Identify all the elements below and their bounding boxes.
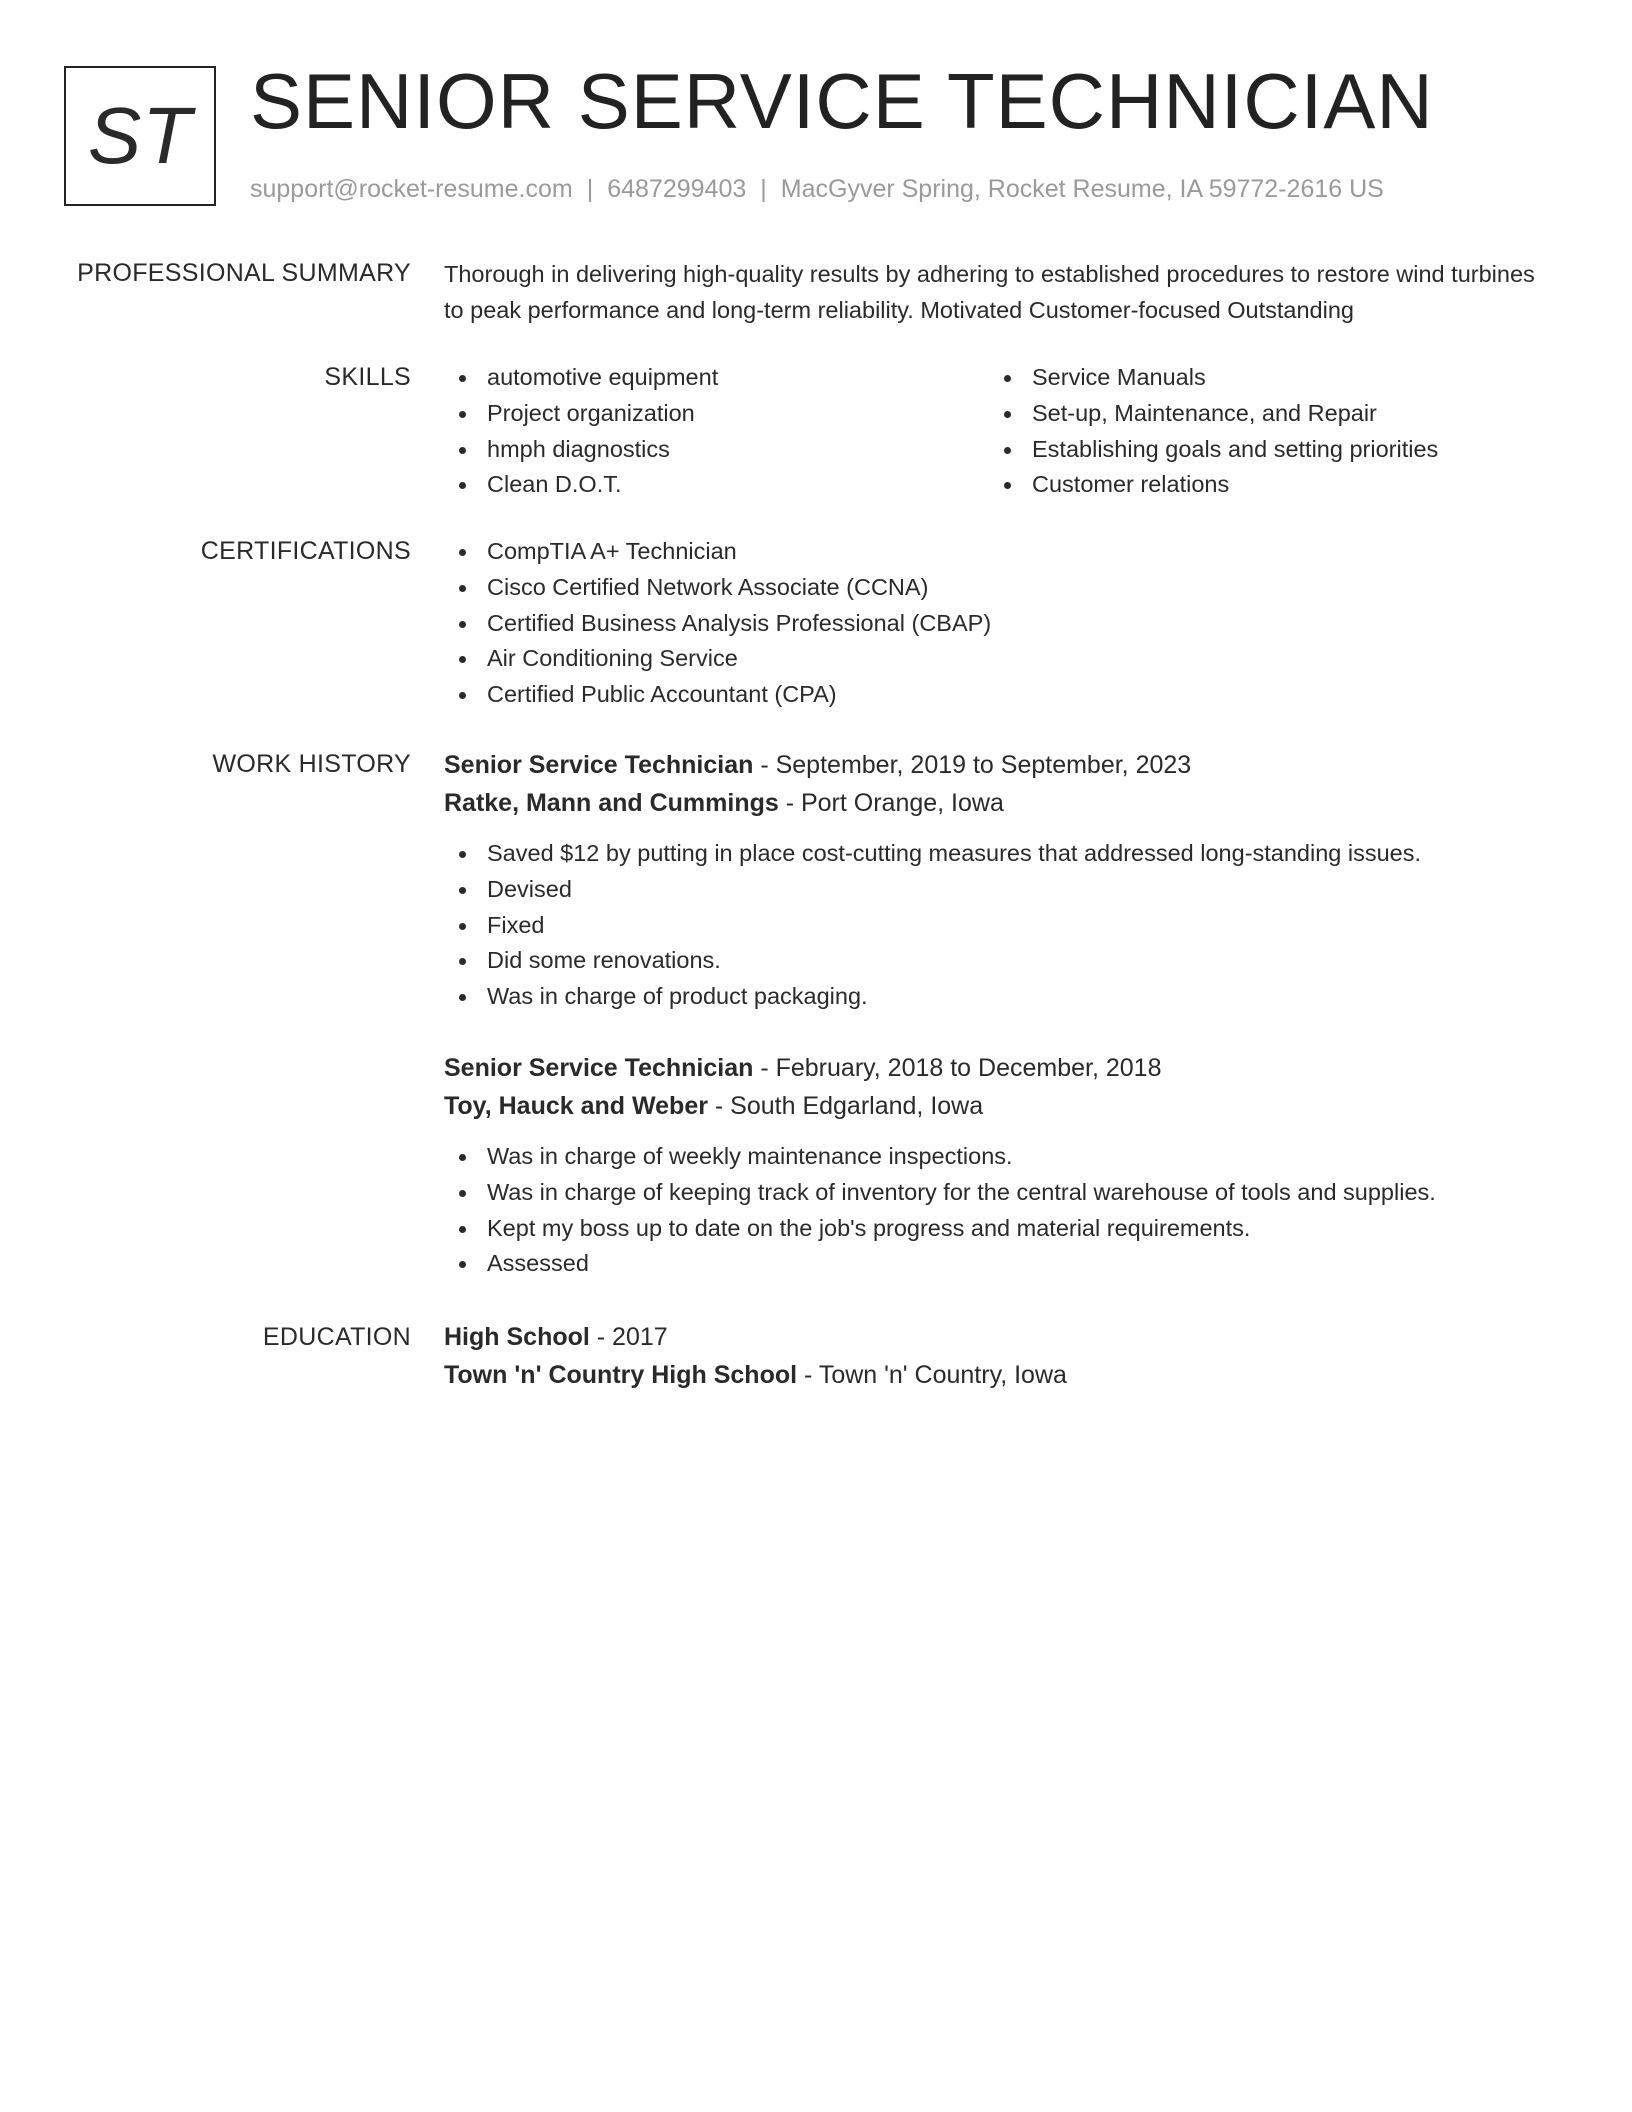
education-school: Town 'n' Country High School bbox=[444, 1361, 798, 1389]
section-label-education: EDUCATION bbox=[262, 1323, 411, 1351]
contact-line bbox=[250, 172, 1384, 206]
list-item: hmph diagnostics bbox=[444, 432, 989, 468]
job-title-line bbox=[444, 746, 1554, 784]
contact-separator: | bbox=[760, 175, 767, 203]
list-item: Assessed bbox=[444, 1246, 1554, 1282]
job-title: Senior Service Technician bbox=[444, 1054, 754, 1082]
section-label-certifications: CERTIFICATIONS bbox=[200, 537, 411, 565]
list-item: Certified Public Accountant (CPA) bbox=[444, 677, 1554, 713]
section-label-summary: PROFESSIONAL SUMMARY bbox=[77, 259, 411, 287]
job-duties-list bbox=[444, 836, 1554, 1015]
list-item: Certified Business Analysis Professional (CBAP) bbox=[444, 606, 1554, 642]
job-location: - Port Orange, Iowa bbox=[778, 789, 1004, 817]
list-item: Clean D.O.T. bbox=[444, 467, 989, 503]
list-item: Air Conditioning Service bbox=[444, 641, 1554, 677]
list-item: Service Manuals bbox=[989, 360, 1534, 396]
job-location: - South Edgarland, Iowa bbox=[707, 1092, 984, 1120]
education-location: - Town 'n' Country, Iowa bbox=[797, 1361, 1067, 1389]
contact-address: MacGyver Spring, Rocket Resume, IA 59772-2616 US bbox=[780, 175, 1384, 203]
section-label-work-history: WORK HISTORY bbox=[212, 750, 411, 778]
education-degree-line bbox=[444, 1318, 1554, 1356]
job-company: Toy, Hauck and Weber bbox=[444, 1092, 708, 1120]
certifications-list bbox=[444, 534, 1554, 713]
contact-email[interactable]: support@rocket-resume.com bbox=[250, 175, 573, 203]
summary-section bbox=[444, 256, 1554, 328]
list-item: CompTIA A+ Technician bbox=[444, 534, 1554, 570]
job-company-line bbox=[444, 1087, 1554, 1125]
job-title-line bbox=[444, 1049, 1554, 1087]
contact-phone[interactable]: 6487299403 bbox=[607, 175, 747, 203]
list-item: Fixed bbox=[444, 908, 1554, 944]
list-item: Kept my boss up to date on the job's progress and material requirements. bbox=[444, 1211, 1554, 1247]
list-item: Was in charge of weekly maintenance inspections. bbox=[444, 1139, 1554, 1175]
contact-separator: | bbox=[586, 175, 594, 203]
certifications-section bbox=[444, 534, 1554, 713]
skills-list-right bbox=[989, 360, 1534, 503]
monogram-initials: ST bbox=[87, 91, 193, 180]
list-item: Establishing goals and setting priorities bbox=[989, 432, 1534, 468]
job-entry bbox=[444, 1049, 1554, 1282]
page-title: SENIOR SERVICE TECHNICIAN bbox=[250, 57, 1434, 145]
list-item: Did some renovations. bbox=[444, 943, 1554, 979]
job-entry bbox=[444, 746, 1554, 1015]
job-duties-list bbox=[444, 1139, 1554, 1282]
list-item: automotive equipment bbox=[444, 360, 989, 396]
summary-text: Thorough in delivering high-quality results by adhering to established procedures to restore wind turbines to peak performance and long-term reliability. Motivated Customer-focused Outstanding bbox=[444, 261, 1535, 323]
skills-section bbox=[444, 360, 1554, 503]
job-dates: - September, 2019 to September, 2023 bbox=[753, 751, 1192, 779]
job-dates: - February, 2018 to December, 2018 bbox=[753, 1054, 1162, 1082]
list-item: Cisco Certified Network Associate (CCNA) bbox=[444, 570, 1554, 606]
monogram-box bbox=[64, 66, 216, 206]
list-item: Was in charge of product packaging. bbox=[444, 979, 1554, 1015]
section-label-skills: SKILLS bbox=[324, 363, 411, 391]
list-item: Devised bbox=[444, 872, 1554, 908]
job-company: Ratke, Mann and Cummings bbox=[444, 789, 779, 817]
education-year: - 2017 bbox=[589, 1323, 668, 1351]
job-company-line bbox=[444, 784, 1554, 822]
education-school-line bbox=[444, 1356, 1554, 1394]
list-item: Set-up, Maintenance, and Repair bbox=[989, 396, 1534, 432]
education-section bbox=[444, 1318, 1554, 1394]
education-degree: High School bbox=[444, 1323, 590, 1351]
job-title: Senior Service Technician bbox=[444, 751, 754, 779]
list-item: Saved $12 by putting in place cost-cutting measures that addressed long-standing issues. bbox=[444, 836, 1554, 872]
list-item: Customer relations bbox=[989, 467, 1534, 503]
list-item: Was in charge of keeping track of inventory for the central warehouse of tools and supplies. bbox=[444, 1175, 1554, 1211]
skills-list-left bbox=[444, 360, 989, 503]
list-item: Project organization bbox=[444, 396, 989, 432]
